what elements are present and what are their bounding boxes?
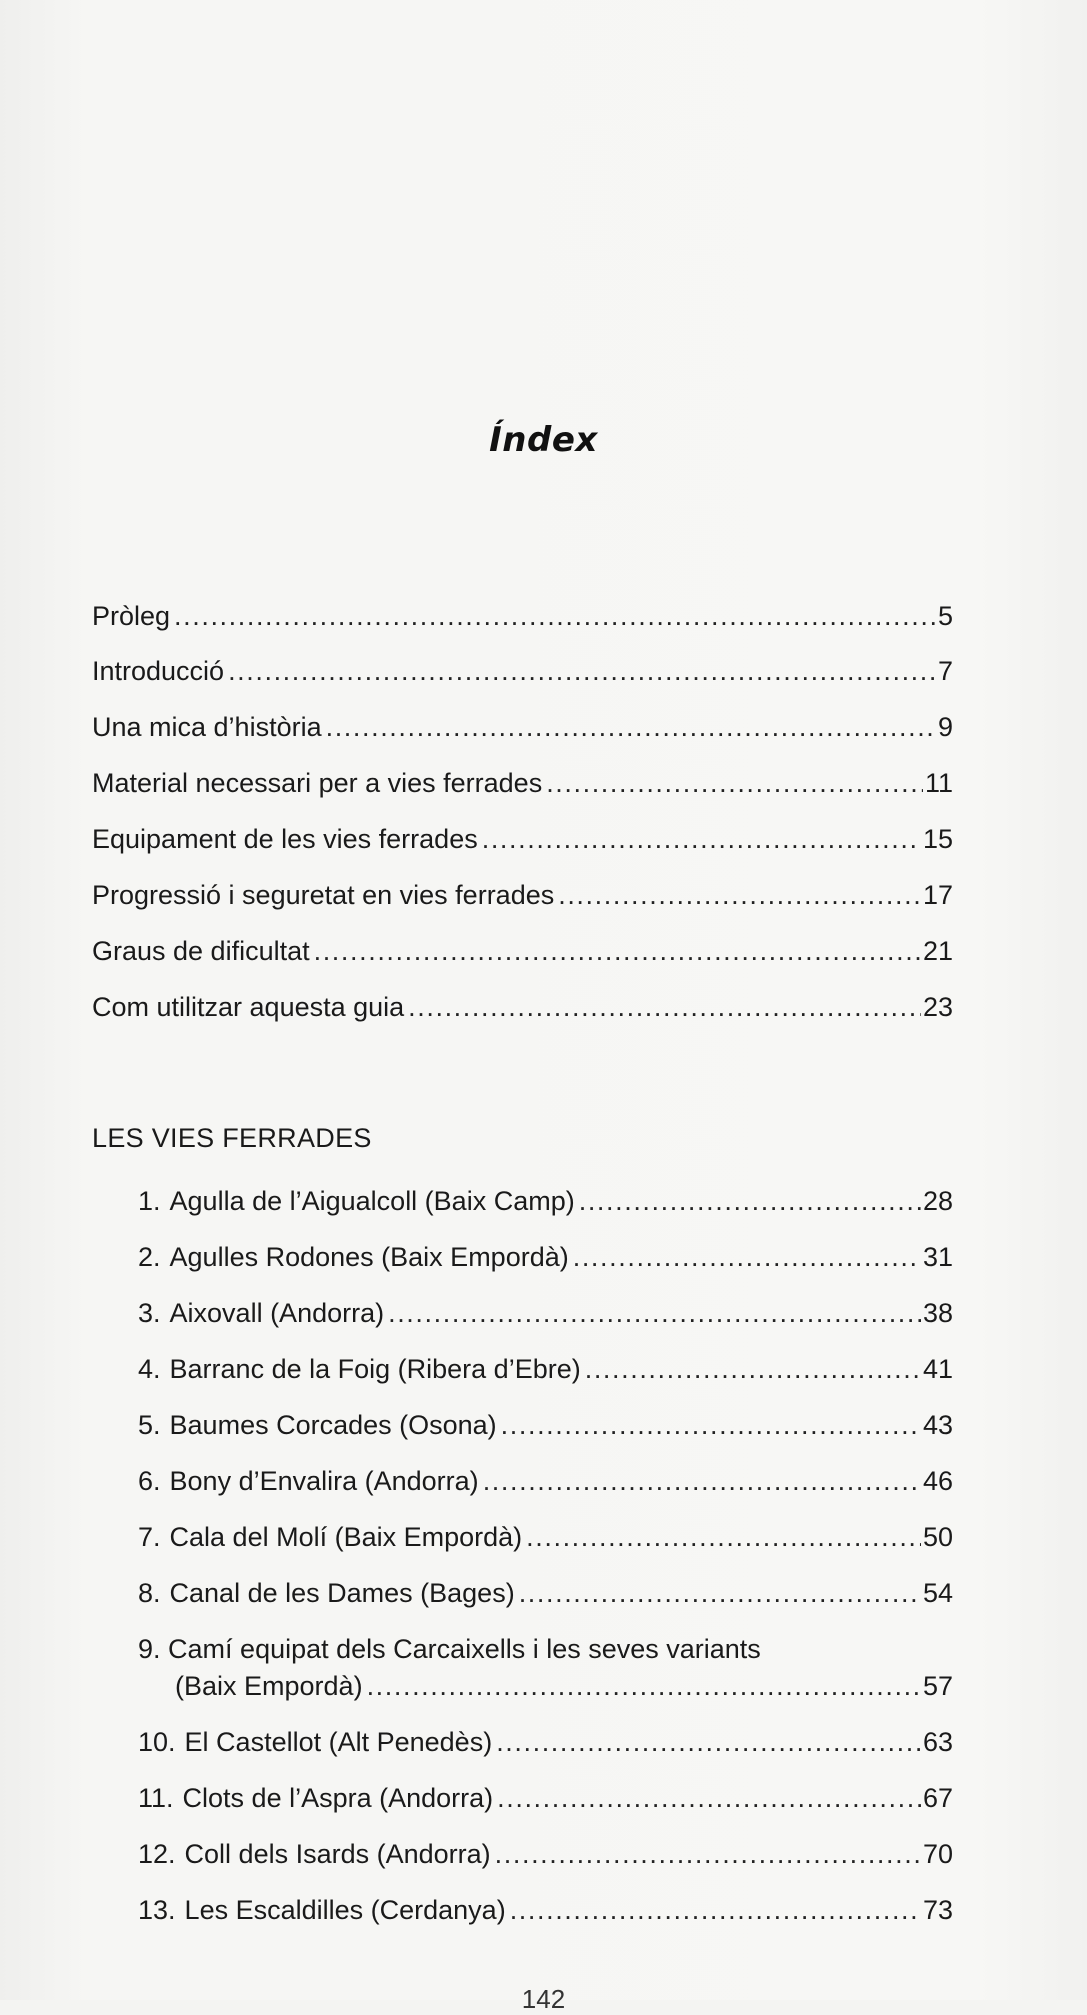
route-page: 43 bbox=[922, 1410, 953, 1440]
dot-leader bbox=[495, 1834, 921, 1874]
dot-leader bbox=[585, 1349, 921, 1389]
toc-route-8[interactable] bbox=[138, 1573, 953, 1613]
toc-entry-graus[interactable] bbox=[92, 931, 953, 971]
route-label: Agulla de l’Aigualcoll (Baix Camp) bbox=[169, 1186, 575, 1216]
toc-entry-proleg[interactable] bbox=[92, 596, 953, 636]
route-label: Aixovall (Andorra) bbox=[169, 1298, 385, 1328]
dot-leader bbox=[228, 651, 936, 691]
dot-leader bbox=[510, 1890, 921, 1930]
dot-leader bbox=[526, 1517, 921, 1557]
dot-leader bbox=[408, 987, 921, 1027]
route-number: 7. bbox=[138, 1522, 161, 1552]
dot-leader bbox=[558, 875, 921, 915]
route-number: 12. bbox=[138, 1839, 176, 1869]
dot-leader bbox=[579, 1181, 921, 1221]
section-heading: LES VIES FERRADES bbox=[92, 1123, 372, 1153]
dot-leader bbox=[519, 1573, 921, 1613]
route-number: 10. bbox=[138, 1727, 176, 1757]
toc-entry-page: 11 bbox=[924, 768, 953, 798]
route-number: 8. bbox=[138, 1578, 161, 1608]
toc-entry-page: 17 bbox=[922, 880, 953, 910]
toc-route-9-line1[interactable] bbox=[138, 1629, 953, 1669]
page-title: Índex bbox=[489, 420, 598, 460]
route-label: Coll dels Isards (Andorra) bbox=[184, 1839, 491, 1869]
toc-route-1[interactable] bbox=[138, 1181, 953, 1221]
toc-entry-label: Graus de dificultat bbox=[92, 936, 310, 966]
toc-entry-page: 23 bbox=[922, 992, 953, 1022]
toc-entry-progressio[interactable] bbox=[92, 875, 953, 915]
toc-entry-page: 15 bbox=[922, 824, 953, 854]
route-page: 67 bbox=[922, 1783, 953, 1813]
route-number: 3. bbox=[138, 1298, 161, 1328]
dot-leader bbox=[388, 1293, 921, 1333]
toc-route-7[interactable] bbox=[138, 1517, 953, 1557]
toc-route-4[interactable] bbox=[138, 1349, 953, 1389]
route-page: 54 bbox=[922, 1578, 953, 1608]
toc-route-5[interactable] bbox=[138, 1405, 953, 1445]
route-number: 11. bbox=[138, 1783, 174, 1813]
show-through-text bbox=[100, 115, 980, 347]
dot-leader bbox=[314, 931, 921, 971]
page-number: 142 bbox=[521, 1984, 566, 2014]
toc-entry-label: Progressió i seguretat en vies ferrades bbox=[92, 880, 555, 910]
toc-entry-page: 7 bbox=[937, 656, 953, 686]
route-label: Cala del Molí (Baix Empordà) bbox=[169, 1522, 523, 1552]
toc-entry-label: Equipament de les vies ferrades bbox=[92, 824, 478, 854]
dot-leader bbox=[497, 1778, 921, 1818]
toc-route-10[interactable] bbox=[138, 1722, 953, 1762]
route-page: 46 bbox=[922, 1466, 953, 1496]
route-label: Baumes Corcades (Osona) bbox=[169, 1410, 497, 1440]
toc-entry-historia[interactable] bbox=[92, 707, 953, 747]
route-number: 9. bbox=[138, 1634, 161, 1664]
toc-route-12[interactable] bbox=[138, 1834, 953, 1874]
route-label: Camí equipat dels Carcaixells i les seves variants bbox=[168, 1634, 761, 1664]
dot-leader bbox=[482, 819, 921, 859]
route-page: 28 bbox=[922, 1186, 953, 1216]
route-page: 41 bbox=[922, 1354, 953, 1384]
route-label: Agulles Rodones (Baix Empordà) bbox=[169, 1242, 569, 1272]
route-label: Canal de les Dames (Bages) bbox=[169, 1578, 515, 1608]
route-label: El Castellot (Alt Penedès) bbox=[184, 1727, 493, 1757]
toc-entry-page: 21 bbox=[922, 936, 953, 966]
toc-entry-material[interactable] bbox=[92, 763, 953, 803]
route-page: 73 bbox=[922, 1895, 953, 1925]
route-page: 38 bbox=[922, 1298, 953, 1328]
route-number: 4. bbox=[138, 1354, 161, 1384]
toc-entry-page: 9 bbox=[937, 712, 953, 742]
route-page: 57 bbox=[922, 1671, 953, 1701]
dot-leader bbox=[546, 763, 923, 803]
route-number: 5. bbox=[138, 1410, 161, 1440]
toc-route-6[interactable] bbox=[138, 1461, 953, 1501]
dot-leader bbox=[501, 1405, 921, 1445]
route-number: 6. bbox=[138, 1466, 161, 1496]
dot-leader bbox=[326, 707, 936, 747]
route-number: 2. bbox=[138, 1242, 161, 1272]
route-page: 31 bbox=[922, 1242, 953, 1272]
route-label: Bony d’Envalira (Andorra) bbox=[169, 1466, 479, 1496]
route-page: 70 bbox=[922, 1839, 953, 1869]
toc-entry-label: Introducció bbox=[92, 656, 225, 686]
toc-route-11[interactable] bbox=[138, 1778, 953, 1818]
route-label-continued: (Baix Empordà) bbox=[175, 1671, 363, 1701]
toc-entry-equipament[interactable] bbox=[92, 819, 953, 859]
route-page: 63 bbox=[922, 1727, 953, 1757]
toc-entry-label: Pròleg bbox=[92, 601, 171, 631]
route-label: Barranc de la Foig (Ribera d’Ebre) bbox=[169, 1354, 581, 1384]
toc-route-3[interactable] bbox=[138, 1293, 953, 1333]
dot-leader bbox=[367, 1666, 921, 1706]
dot-leader bbox=[174, 596, 936, 636]
toc-entry-page: 5 bbox=[937, 601, 953, 631]
toc-entry-label: Com utilitzar aquesta guia bbox=[92, 992, 405, 1022]
dot-leader bbox=[496, 1722, 921, 1762]
route-number: 1. bbox=[138, 1186, 161, 1216]
toc-route-2[interactable] bbox=[138, 1237, 953, 1277]
toc-entry-com-utilitzar[interactable] bbox=[92, 987, 953, 1027]
toc-route-9[interactable] bbox=[138, 1666, 953, 1706]
toc-entry-label: Una mica d’història bbox=[92, 712, 322, 742]
toc-entry-introduccio[interactable] bbox=[92, 651, 953, 691]
route-label: Clots de l’Aspra (Andorra) bbox=[182, 1783, 494, 1813]
route-label: Les Escaldilles (Cerdanya) bbox=[184, 1895, 506, 1925]
dot-leader bbox=[573, 1237, 921, 1277]
toc-route-13[interactable] bbox=[138, 1890, 953, 1930]
route-number: 13. bbox=[138, 1895, 176, 1925]
dot-leader bbox=[483, 1461, 921, 1501]
route-page: 50 bbox=[922, 1522, 953, 1552]
toc-entry-label: Material necessari per a vies ferrades bbox=[92, 768, 543, 798]
